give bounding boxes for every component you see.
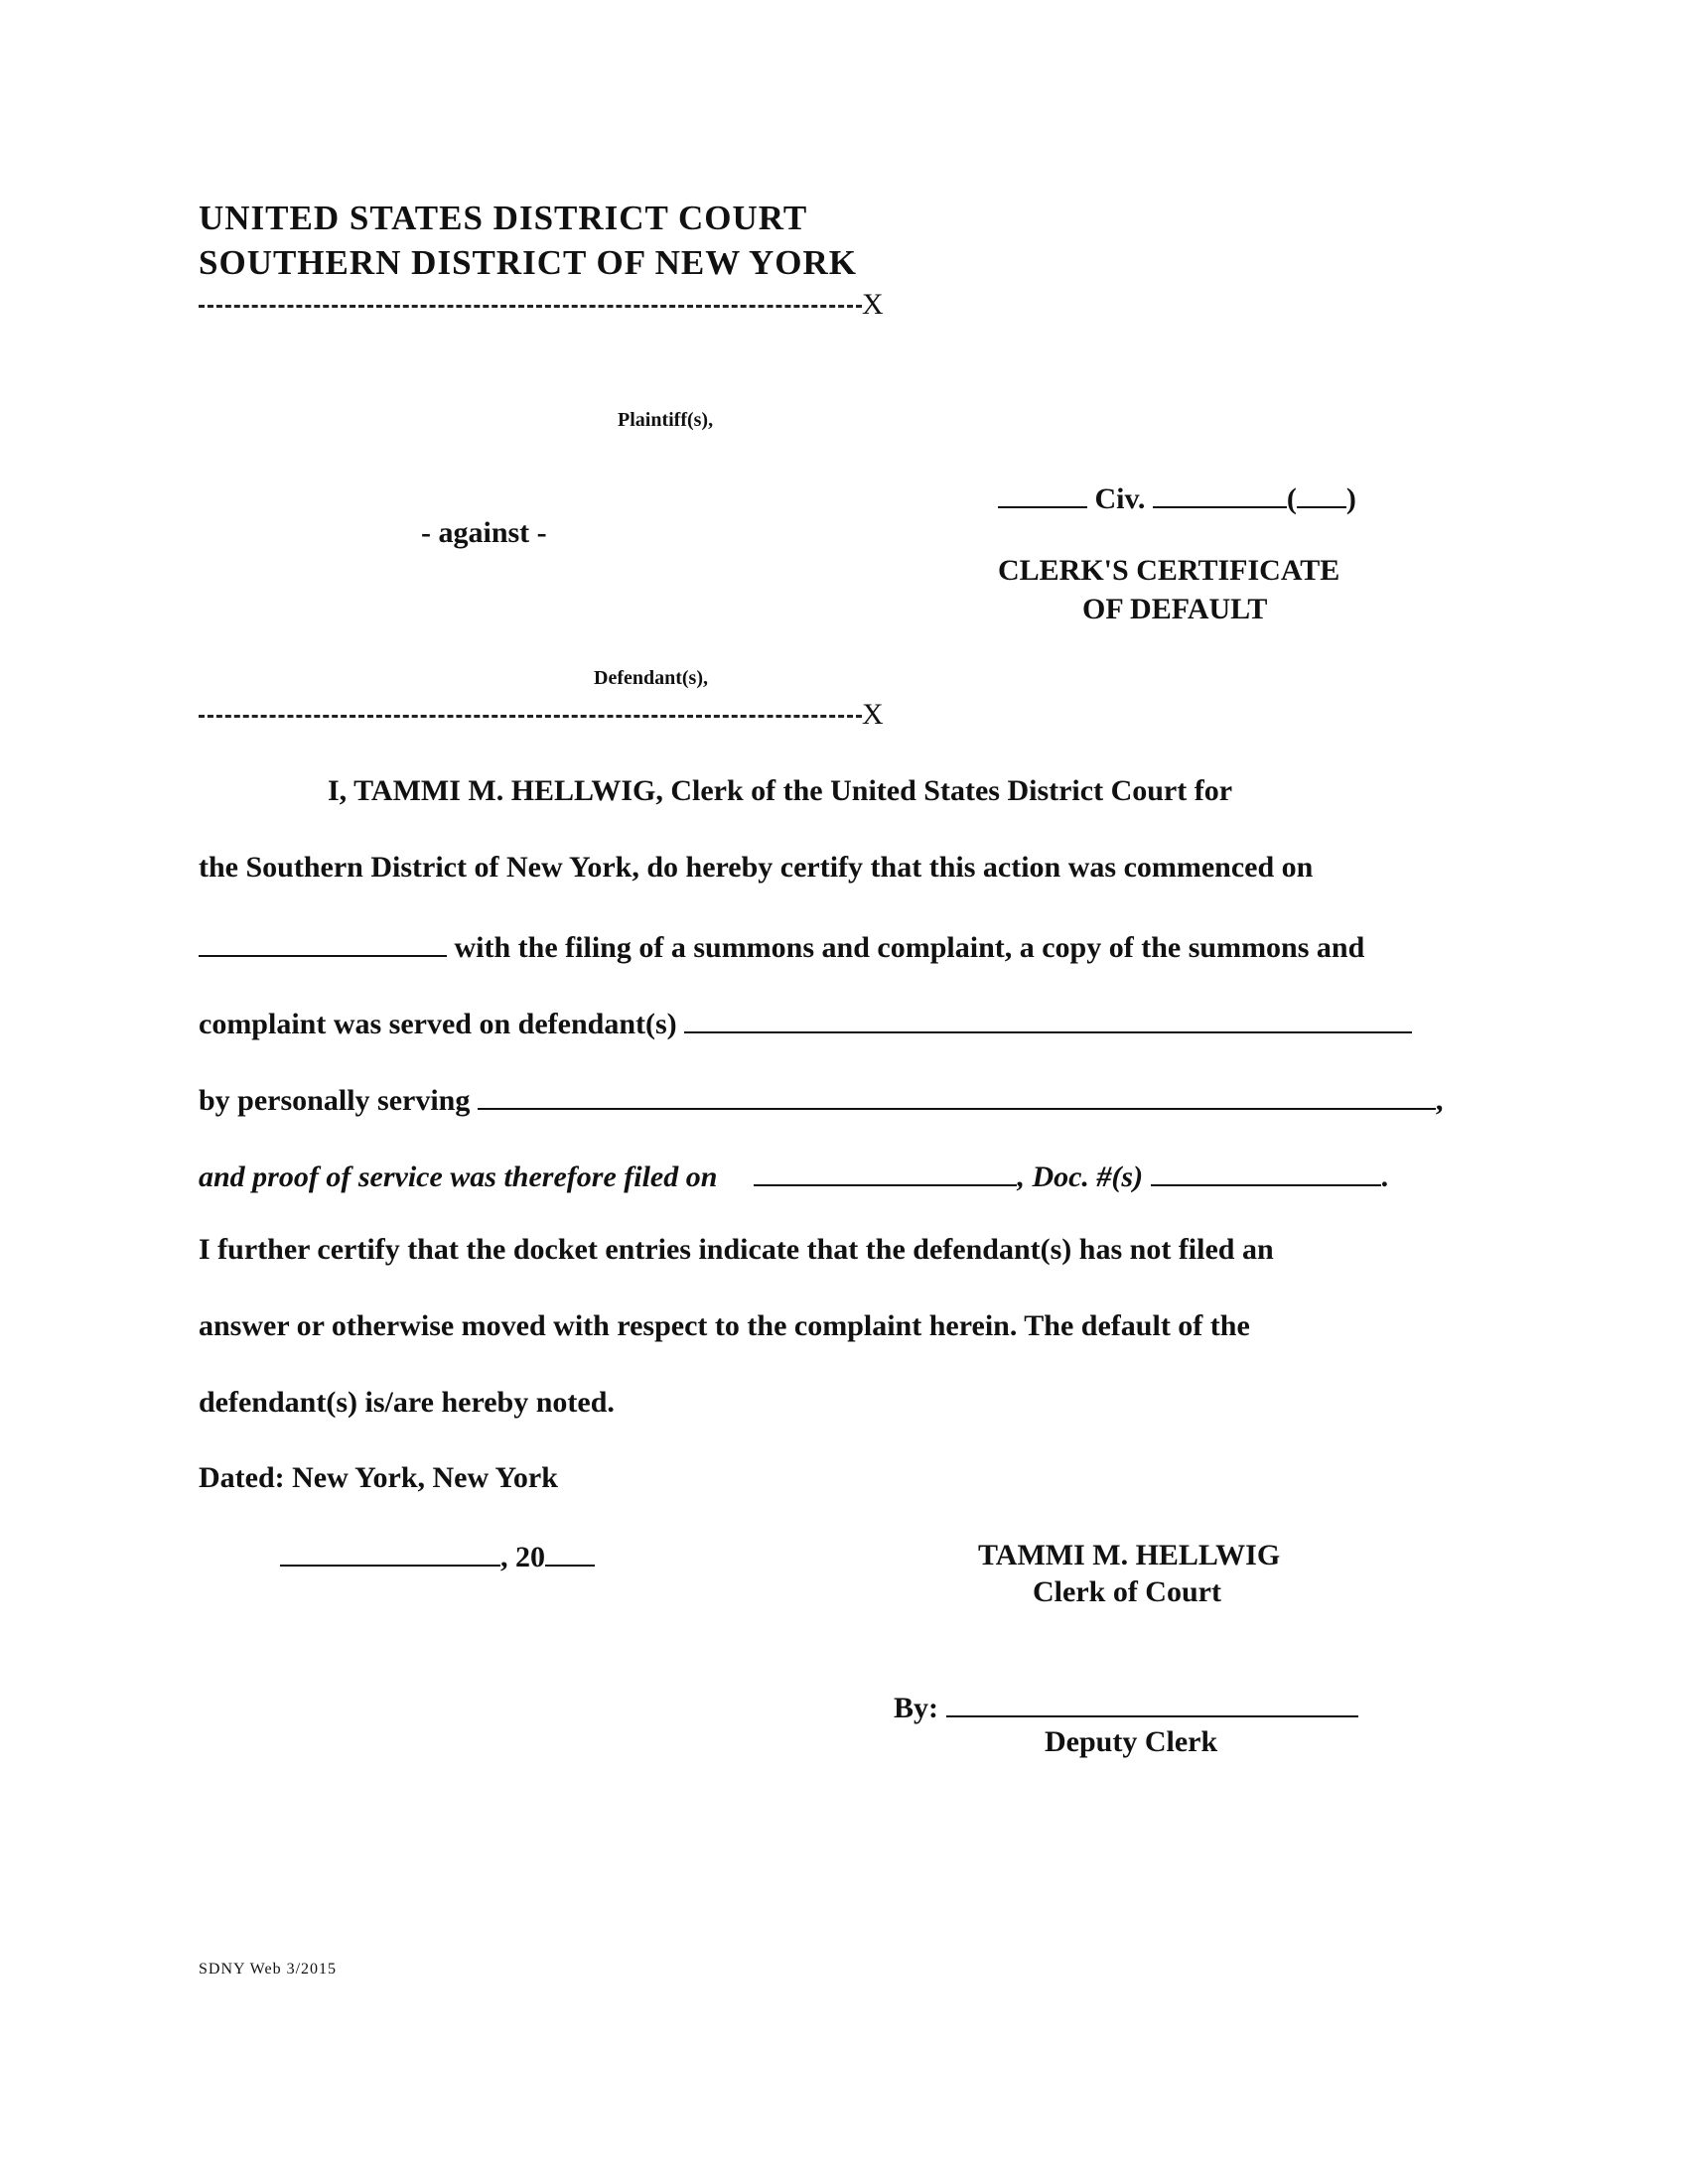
paren-open: ( <box>1286 482 1297 515</box>
caption-top-x: X <box>862 288 884 321</box>
judge-initials-blank[interactable] <box>1297 478 1346 508</box>
body-text: and proof of service was therefore filed on <box>199 1160 718 1193</box>
defendant-served-blank[interactable] <box>684 1004 1412 1033</box>
deputy-clerk-label: Deputy Clerk <box>1045 1725 1218 1758</box>
body-text: complaint was served on defendant(s) <box>199 1008 677 1040</box>
clerk-name: TAMMI M. HELLWIG <box>978 1539 1281 1571</box>
against-label: - against - <box>421 516 547 549</box>
plaintiff-label: Plaintiff(s), <box>618 409 714 431</box>
document-title-line1: CLERK'S CERTIFICATE <box>998 554 1340 587</box>
proof-filed-date-blank[interactable] <box>754 1157 1017 1186</box>
clerk-title: Clerk of Court <box>1033 1575 1221 1608</box>
commenced-date-blank[interactable] <box>199 927 447 957</box>
defendant-label: Defendant(s), <box>594 667 708 689</box>
dated-line: Dated: New York, New York <box>199 1461 558 1494</box>
paren-close: ) <box>1345 482 1356 515</box>
doc-number-blank[interactable] <box>1151 1157 1381 1186</box>
body-paragraph-line6 <box>199 1157 1388 1194</box>
year-prefix: , 20 <box>500 1541 545 1573</box>
body-text: with the filing of a summons and complaint, a copy of the summons and <box>454 931 1365 964</box>
body-paragraph-line4 <box>199 1004 1412 1041</box>
body-paragraph-line5 <box>199 1080 1443 1118</box>
body-paragraph-line8: answer or otherwise moved with respect to the complaint herein. The default of the <box>199 1309 1250 1342</box>
form-id: SDNY Web 3/2015 <box>199 1961 338 1978</box>
civ-number-blank[interactable] <box>1153 478 1287 508</box>
court-name-line2: SOUTHERN DISTRICT OF NEW YORK <box>199 243 858 282</box>
civ-label: Civ. <box>1094 482 1146 515</box>
caption-bottom-x: X <box>862 698 884 731</box>
body-paragraph-line9: defendant(s) is/are hereby noted. <box>199 1386 615 1419</box>
caption-top-divider <box>199 305 862 308</box>
caption-bottom-divider <box>199 715 862 718</box>
document-title-line2: OF DEFAULT <box>1082 593 1268 625</box>
body-text: by personally serving <box>199 1084 471 1117</box>
body-paragraph-line1: I, TAMMI M. HELLWIG, Clerk of the United States District Court for <box>328 774 1233 807</box>
deputy-signature-blank[interactable] <box>946 1688 1358 1717</box>
year-blank[interactable] <box>545 1537 595 1567</box>
comma: , <box>1435 1084 1444 1117</box>
body-text: , Doc. #(s) <box>1017 1160 1144 1193</box>
by-line <box>894 1688 1358 1725</box>
civ-year-blank[interactable] <box>998 478 1087 508</box>
person-served-blank[interactable] <box>478 1080 1436 1110</box>
date-field <box>280 1537 595 1574</box>
by-label: By: <box>894 1692 938 1724</box>
civil-number-field <box>998 478 1356 516</box>
body-paragraph-line2: the Southern District of New York, do hereby certify that this action was commenced on <box>199 851 1314 884</box>
date-blank[interactable] <box>280 1537 500 1567</box>
body-paragraph-line3 <box>199 927 1364 965</box>
body-paragraph-line7: I further certify that the docket entries indicate that the defendant(s) has not filed an <box>199 1233 1274 1266</box>
period: . <box>1380 1160 1389 1193</box>
court-name-line1: UNITED STATES DISTRICT COURT <box>199 199 808 237</box>
